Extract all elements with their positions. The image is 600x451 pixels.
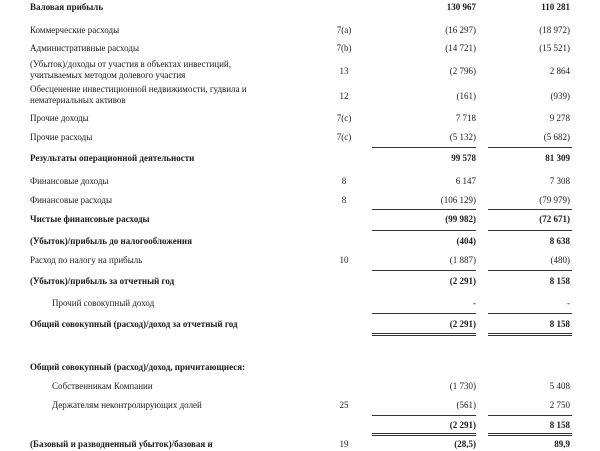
statement-row-finance-income — [0, 174, 600, 188]
row-label: (Базовый и разводненный убыток)/базовая и — [30, 439, 213, 449]
statement-row-other-income — [0, 111, 600, 125]
value-prior-year: (79 979) — [539, 195, 570, 205]
subtotal-rule — [372, 209, 476, 210]
statement-row-other-expenses — [0, 130, 600, 144]
statement-row-earnings-per-share — [0, 437, 600, 451]
value-prior-year: - — [567, 298, 570, 308]
value-current-year: (16 297) — [445, 25, 476, 35]
value-prior-year: 8 638 — [549, 236, 570, 246]
value-current-year: (2 291) — [449, 319, 476, 329]
value-prior-year: 8 158 — [549, 319, 570, 329]
note-ref: 12 — [339, 91, 349, 101]
value-prior-year: (480) — [550, 255, 570, 265]
subtotal-rule — [372, 270, 476, 271]
value-prior-year: (18 972) — [539, 25, 570, 35]
statement-row-operating-result — [0, 151, 600, 165]
value-current-year: (14 721) — [445, 43, 476, 53]
value-current-year: (2 291) — [449, 276, 476, 286]
statement-row-attributable-total — [0, 418, 600, 432]
subtotal-rule — [488, 313, 572, 314]
subtotal-rule — [488, 415, 572, 416]
row-label: Финансовые доходы — [30, 176, 109, 186]
statement-row-admin-expenses — [0, 41, 600, 55]
subtotal-rule — [488, 230, 572, 231]
row-label: Общий совокупный (расход)/доход за отчетный год — [30, 319, 238, 329]
value-current-year: (99 982) — [445, 214, 476, 224]
value-prior-year: 2 750 — [549, 400, 570, 410]
value-prior-year: (939) — [550, 91, 570, 101]
value-current-year: 99 578 — [451, 153, 476, 163]
statement-row-profit-before-tax — [0, 234, 600, 248]
value-current-year: (2 291) — [449, 420, 476, 430]
row-label: (Убыток)/доходы от участия в объектах инвестиций, учитываемых методом долевого участия — [30, 59, 231, 80]
value-prior-year: (72 671) — [539, 214, 570, 224]
value-current-year: - — [473, 298, 476, 308]
statement-row-finance-costs — [0, 193, 600, 207]
statement-row-non-controlling-interests — [0, 398, 600, 412]
statement-row-net-finance-costs — [0, 212, 600, 226]
value-prior-year: 110 281 — [541, 2, 570, 12]
row-label: Держателям неконтролирующих долей — [52, 400, 202, 410]
value-prior-year: (5 682) — [543, 132, 570, 142]
subtotal-rule — [372, 147, 476, 148]
value-prior-year: 5 408 — [549, 381, 570, 391]
statement-row-attributable-heading — [0, 360, 600, 374]
total-double-rule — [372, 433, 476, 436]
row-label: Собственникам Компании — [52, 381, 153, 391]
statement-row-income-tax — [0, 253, 600, 267]
subtotal-rule — [372, 230, 476, 231]
total-double-rule — [488, 333, 572, 336]
row-label: Коммерческие расходы — [30, 25, 120, 35]
row-label: Валовая прибыль — [30, 2, 104, 12]
row-label: Прочие доходы — [30, 113, 89, 123]
value-prior-year: 8 158 — [549, 420, 570, 430]
value-current-year: (561) — [456, 400, 476, 410]
value-prior-year: 9 278 — [549, 113, 570, 123]
row-label: Финансовые расходы — [30, 195, 112, 205]
value-current-year: 6 147 — [455, 176, 476, 186]
note-ref: 19 — [339, 439, 349, 449]
statement-row-equity-investees — [0, 59, 600, 83]
row-label: (Убыток)/прибыль за отчетный год — [30, 276, 175, 286]
value-current-year: 7 718 — [455, 113, 476, 123]
total-double-rule — [372, 333, 476, 336]
statement-row-owners-of-company — [0, 379, 600, 393]
row-label: Обесценение инвестиционной недвижимости, гудвила и нематериальных активов — [30, 84, 247, 105]
value-prior-year: 89,9 — [554, 439, 570, 449]
note-ref: 8 — [341, 195, 347, 205]
value-prior-year: 8 158 — [549, 276, 570, 286]
value-current-year: (106 129) — [440, 195, 476, 205]
note-ref: 7(c) — [336, 113, 352, 123]
note-ref: 7(b) — [336, 43, 352, 53]
statement-row-gross-profit — [0, 0, 600, 14]
row-label: Расход по налогу на прибыль — [30, 255, 143, 265]
subtotal-rule — [488, 209, 572, 210]
row-label: Общий совокупный (расход)/доход, причитающиеся: — [30, 362, 246, 372]
note-ref: 7(a) — [336, 25, 352, 35]
value-prior-year: 7 308 — [549, 176, 570, 186]
note-ref: 8 — [341, 176, 347, 186]
value-current-year: (5 132) — [449, 132, 476, 142]
subtotal-rule — [488, 270, 572, 271]
value-prior-year: 2 864 — [549, 66, 570, 76]
row-label: Прочий совокупный доход — [52, 298, 155, 308]
value-current-year: (28,5) — [454, 439, 476, 449]
subtotal-rule — [488, 147, 572, 148]
statement-row-other-comprehensive-income — [0, 296, 600, 310]
value-prior-year: 81 309 — [545, 153, 570, 163]
subtotal-rule — [372, 313, 476, 314]
note-ref: 7(c) — [336, 132, 352, 142]
statement-row-selling-expenses — [0, 23, 600, 37]
statement-row-total-comprehensive-income — [0, 317, 600, 331]
value-current-year: (161) — [456, 91, 476, 101]
subtotal-rule — [372, 415, 476, 416]
value-current-year: (1 887) — [449, 255, 476, 265]
row-label: (Убыток)/прибыль до налогообложения — [30, 236, 192, 246]
row-label: Прочие расходы — [30, 132, 93, 142]
note-ref: 10 — [339, 255, 349, 265]
statement-row-impairment — [0, 84, 600, 108]
row-label: Чистые финансовые расходы — [30, 214, 150, 224]
row-label: Результаты операционной деятельности — [30, 153, 195, 163]
row-label: Административные расходы — [30, 43, 140, 53]
total-double-rule — [488, 433, 572, 436]
value-current-year: (1 730) — [449, 381, 476, 391]
note-ref: 13 — [339, 66, 349, 76]
value-current-year: 130 967 — [446, 2, 476, 12]
note-ref: 25 — [339, 400, 349, 410]
value-current-year: (2 796) — [449, 66, 476, 76]
statement-row-profit-for-year — [0, 274, 600, 288]
value-current-year: (404) — [456, 236, 476, 246]
value-prior-year: (15 521) — [539, 43, 570, 53]
